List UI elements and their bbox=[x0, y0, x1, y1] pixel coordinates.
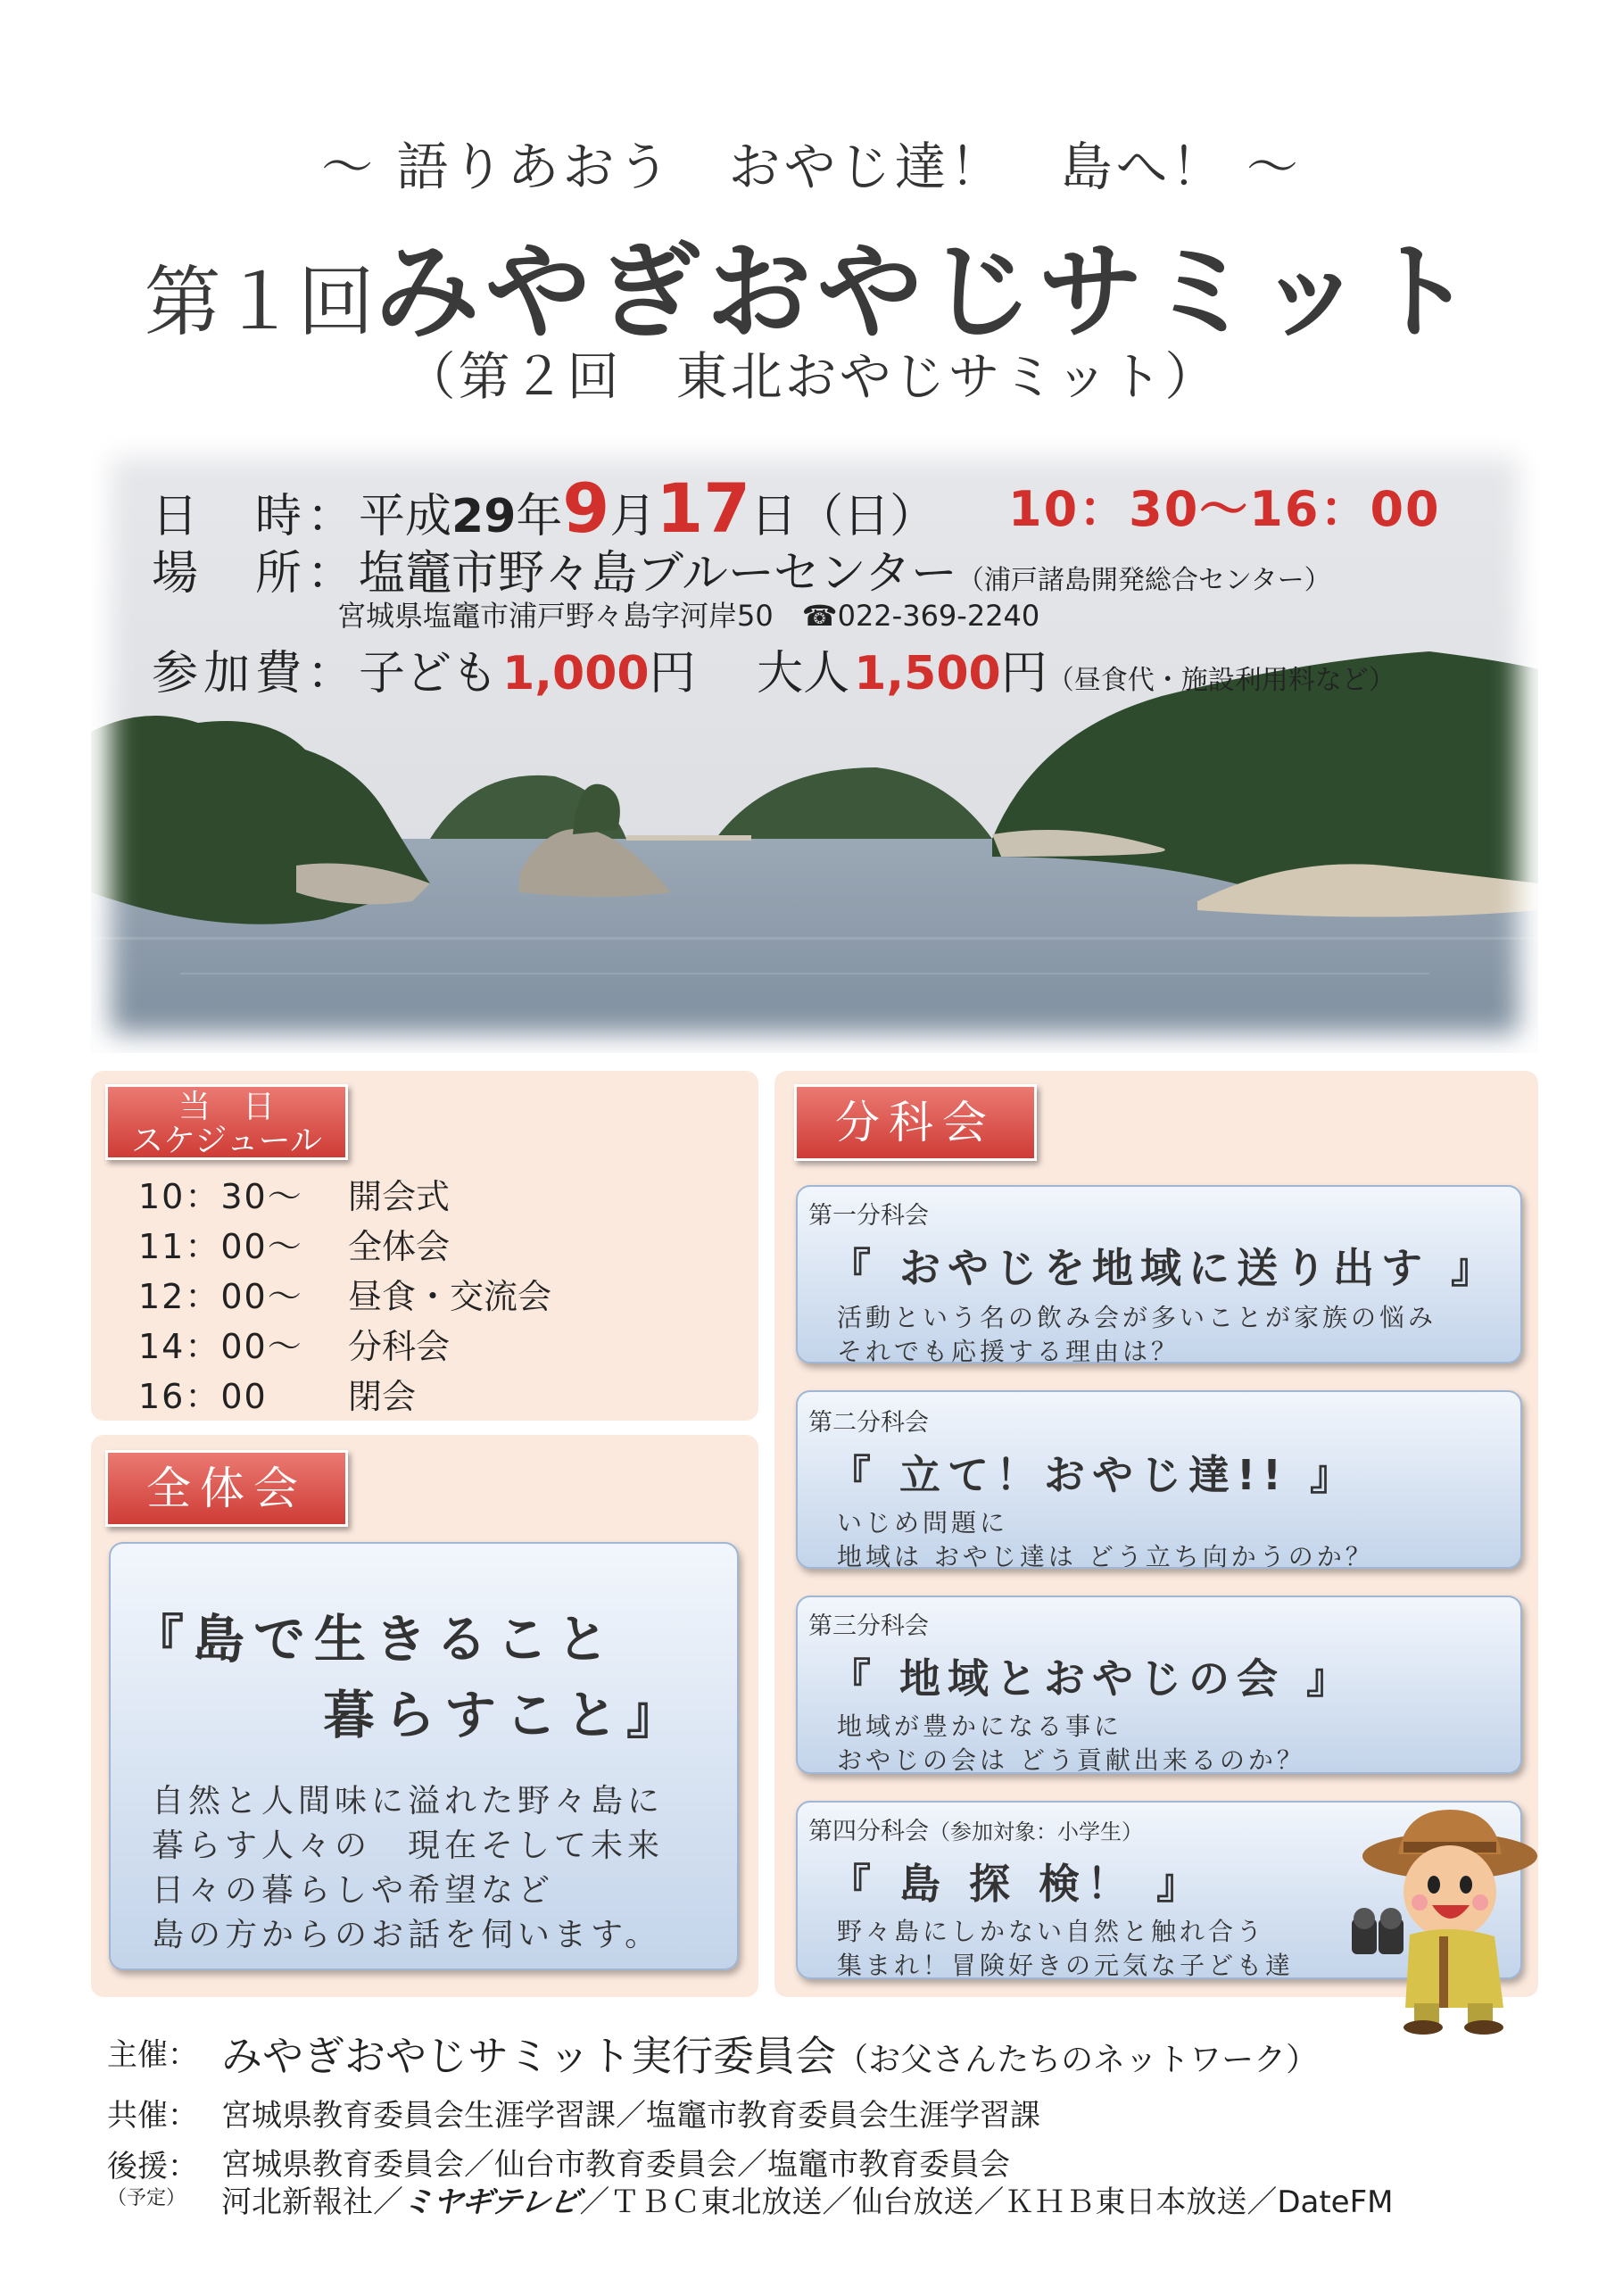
place-label: 場 所： bbox=[152, 547, 360, 601]
breakout-title: 『 おやじを地域に送り出す 』 bbox=[830, 1244, 1500, 1292]
date-day: 17 bbox=[656, 468, 751, 548]
schedule-time: 10：30～ bbox=[138, 1177, 303, 1216]
breakout-tag: 分科会 bbox=[794, 1084, 1037, 1161]
schedule-tag-line2: スケジュール bbox=[131, 1123, 322, 1159]
support-line-2 bbox=[221, 2177, 1393, 2221]
schedule-item bbox=[138, 1219, 450, 1268]
fee-note: （昼食代・施設利用料など） bbox=[1047, 665, 1395, 696]
plenary-tag: 全体会 bbox=[105, 1450, 348, 1527]
date-label: 日 時： bbox=[152, 490, 360, 543]
fee-child-unit: 円 大人 bbox=[649, 647, 850, 700]
place-name: 塩竈市野々島ブルーセンター bbox=[359, 547, 957, 601]
host-name: みやぎおやじサミット実行委員会 bbox=[221, 2032, 837, 2080]
plenary-body-line: 日々の暮らしや希望など bbox=[152, 1872, 555, 1909]
plenary-title-line1: 『島で生きること bbox=[132, 1609, 618, 1670]
breakout-desc: 地域は おやじ達は どう立ち向かうのか？ bbox=[837, 1542, 1374, 1571]
schedule-time: 11：00～ bbox=[138, 1227, 303, 1266]
event-time: 10：30～16：00 bbox=[1008, 481, 1441, 537]
breakout-desc: 野々島にしかない自然と触れ合う bbox=[837, 1917, 1266, 1946]
schedule-item bbox=[138, 1269, 551, 1318]
schedule-time: 12：00～ bbox=[138, 1277, 303, 1316]
date-month: 9 bbox=[562, 468, 610, 548]
plenary-body-line: 暮らす人々の 現在そして未来 bbox=[152, 1828, 665, 1864]
plenary-body-line: 自然と人間味に溢れた野々島に bbox=[152, 1783, 665, 1819]
miyagi-tv-logo: ミヤギテレビ bbox=[399, 2184, 583, 2220]
breakout-desc: 活動という名の飲み会が多いことが家族の悩み bbox=[837, 1303, 1437, 1332]
fee-label: 参加費： bbox=[152, 647, 360, 700]
fee-adult-unit: 円 bbox=[1000, 647, 1047, 700]
breakout-label: 第一分科会 bbox=[808, 1202, 929, 1230]
host bbox=[221, 2024, 1318, 2083]
schedule-label: 閉会 bbox=[348, 1377, 417, 1416]
breakout-label: 第二分科会 bbox=[808, 1409, 929, 1437]
support-line-1: 宮城県教育委員会／仙台市教育委員会／塩竈市教育委員会 bbox=[221, 2147, 1010, 2183]
schedule-time: 16：00 bbox=[138, 1377, 268, 1416]
title-main: みやぎおやじサミット bbox=[374, 230, 1479, 353]
breakout-title: 『 島 探 検！ 』 bbox=[830, 1860, 1205, 1908]
plenary-title-line2: 暮らすこと』 bbox=[323, 1685, 688, 1745]
schedule-label: 開会式 bbox=[348, 1177, 451, 1216]
co-host: 宮城県教育委員会生涯学習課／塩竈市教育委員会生涯学習課 bbox=[221, 2098, 1040, 2134]
event-place-row bbox=[152, 535, 1331, 602]
breakout-label: 第三分科会 bbox=[808, 1612, 929, 1640]
breakout-title: 『 立て！おやじ達!! 』 bbox=[830, 1451, 1358, 1499]
co-host-label: 共催： bbox=[107, 2098, 198, 2134]
plenary-body-line: 島の方からのお話を伺います。 bbox=[152, 1917, 662, 1953]
event-address: 宮城県塩竈市浦戸野々島字河岸50 ☎022-369-2240 bbox=[337, 599, 1040, 633]
breakout-title: 『 地域とおやじの会 』 bbox=[830, 1654, 1355, 1703]
schedule-label: 分科会 bbox=[348, 1327, 451, 1366]
schedule-label: 昼食・交流会 bbox=[348, 1277, 552, 1316]
schedule-label: 全体会 bbox=[348, 1227, 451, 1266]
breakout-label-text: 第四分科会 bbox=[808, 1818, 929, 1845]
fee-child-amount: 1,000 bbox=[502, 647, 650, 700]
breakout-desc: いじめ問題に bbox=[837, 1508, 1009, 1538]
schedule-item bbox=[138, 1319, 450, 1368]
schedule-tag bbox=[105, 1084, 348, 1160]
fee-child-label: 子ども bbox=[359, 647, 499, 700]
schedule-item bbox=[138, 1169, 450, 1218]
date-era: 平成 bbox=[359, 490, 452, 543]
support-newspaper: 河北新報社／ bbox=[221, 2184, 403, 2220]
explorer-mascot-icon bbox=[1334, 1803, 1548, 2035]
date-month-unit: 月 bbox=[609, 490, 657, 543]
support-label: 後援： bbox=[107, 2149, 198, 2184]
breakout-label-note: （参加対象：小学生） bbox=[929, 1819, 1143, 1844]
date-day-unit: 日（日） bbox=[750, 490, 937, 543]
schedule-item bbox=[138, 1369, 416, 1418]
host-label: 主催： bbox=[107, 2037, 198, 2073]
date-year: 29 bbox=[451, 490, 517, 543]
breakout-desc: 地域が豊かになる事に bbox=[837, 1712, 1123, 1741]
breakout-label bbox=[808, 1811, 1143, 1846]
fee-adult-amount: 1,500 bbox=[854, 647, 1001, 700]
support-planned-note: （予定） bbox=[107, 2187, 186, 2209]
schedule-time: 14：00～ bbox=[138, 1327, 303, 1366]
host-note: （お父さんたちのネットワーク） bbox=[836, 2042, 1319, 2078]
breakout-desc: それでも応援する理由は？ bbox=[837, 1337, 1180, 1366]
breakout-desc: おやじの会は どう貢献出来るのか？ bbox=[837, 1745, 1305, 1775]
event-fee-row bbox=[152, 635, 1395, 702]
place-note: （浦戸諸島開発総合センター） bbox=[956, 565, 1331, 596]
support-broadcasters: ／ＴＢＣ東北放送／仙台放送／ＫＨＢ東日本放送／DateFM bbox=[579, 2184, 1394, 2220]
subtitle: （第２回 東北おやじサミット） bbox=[403, 346, 1220, 407]
tagline: ～ 語りあおう おやじ達！ 島へ！ ～ bbox=[321, 137, 1302, 197]
date-year-unit: 年 bbox=[516, 490, 563, 543]
title-prefix: 第１回 bbox=[144, 258, 375, 347]
breakout-desc: 集まれ！冒険好きの元気な子ども達 bbox=[837, 1951, 1295, 1980]
schedule-tag-line1: 当 日 bbox=[178, 1089, 275, 1125]
